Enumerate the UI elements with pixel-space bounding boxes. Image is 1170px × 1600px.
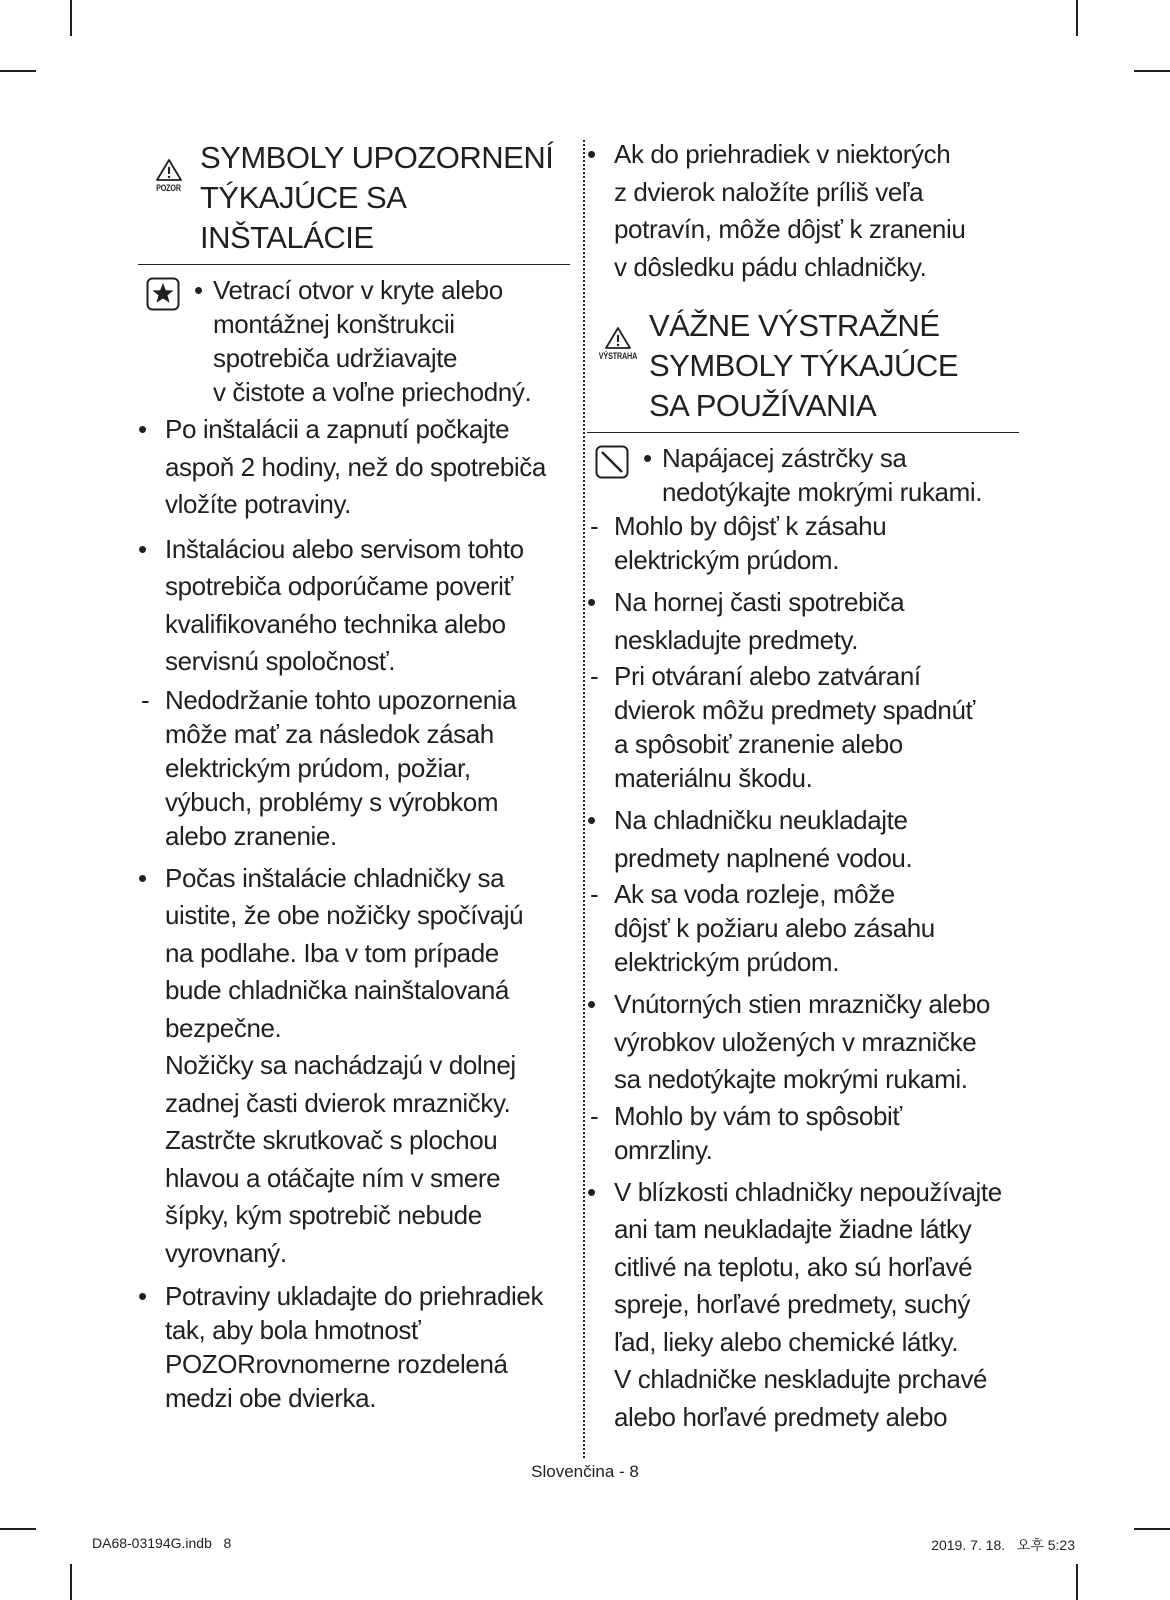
warning-symbol — [587, 306, 649, 361]
left-column — [138, 128, 570, 1415]
list-item: - Ak sa voda rozleje, môže dôjsť k požiaru alebo zásahu elektrickým prúdom. — [587, 877, 1019, 979]
list-item: - Pri otváraní alebo zatváraní dvierok môžu predmety spadnúť a spôsobiť zranenie alebo materiálnu škodu. — [587, 659, 1019, 795]
crop-mark — [1134, 1528, 1170, 1530]
icon-bullet-text: • Napájacej zástrčky sa nedotýkajte mokrými rukami. — [643, 441, 982, 509]
caution-heading — [138, 128, 570, 265]
icon-bullet-text: • Vetrací otvor v kryte alebo montážnej konštrukcii spotrebiča udržiavajte v čistote a voľne priechodný. — [194, 273, 531, 409]
print-file-mark: DA68-03194G.indb 8 — [92, 1535, 232, 1551]
prohibited-box-icon — [595, 445, 629, 479]
warning-heading — [587, 306, 1019, 433]
list-item: • Inštaláciou alebo servisom tohto spotrebiča odporúčame poveriť kvalifikovaného technika alebo servisnú spoločnosť. — [138, 531, 570, 681]
crop-mark — [1076, 0, 1078, 36]
crop-mark — [1076, 1564, 1078, 1600]
crop-mark — [1134, 70, 1170, 72]
warning-triangle-icon — [155, 158, 183, 182]
list-item: • Na chladničku neukladajte predmety naplnené vodou. — [587, 802, 1019, 877]
crop-mark — [0, 70, 36, 72]
icon-bullet-item — [138, 273, 570, 409]
list-item: • Vnútorných stien mrazničky alebo výrobkov uložených v mrazničke sa nedotýkajte mokrými rukami. — [587, 986, 1019, 1099]
list-item: • V blízkosti chladničky nepoužívajte ani tam neukladajte žiadne látky citlivé na teplotu, ako sú horľavé spreje, horľavé predmety, suchý ľad, lieky alebo chemické látky. V chladničke neskladujte prchavé alebo horľavé predmety alebo — [587, 1174, 1019, 1437]
icon-bullet-item — [587, 441, 1019, 509]
star-in-box-icon — [146, 277, 180, 311]
list-item: • Ak do priehradiek v niektorých z dvierok naložíte príliš veľa potravín, môže dôjsť k zraneniu v dôsledku pádu chladničky. — [587, 136, 1019, 286]
page-footer: Slovenčina - 8 — [531, 1462, 639, 1481]
list-item: - Nedodržanie tohto upozornenia môže mať za následok zásah elektrickým prúdom, požiar, výbuch, problémy s výrobkom alebo zranenie. — [138, 683, 570, 853]
column-divider — [583, 140, 585, 1458]
list-item: - Mohlo by dôjsť k zásahu elektrickým prúdom. — [587, 509, 1019, 577]
crop-mark — [70, 0, 72, 36]
heading-title: VÁŽNE VÝSTRAŽNÉ SYMBOLY TÝKAJÚCE SA POUŽÍVANIA — [649, 308, 958, 423]
crop-mark — [0, 1528, 36, 1530]
list-item: • Po inštalácii a zapnutí počkajte aspoň 2 hodiny, než do spotrebiča vložíte potraviny. — [138, 411, 570, 524]
heading-title: SYMBOLY UPOZORNENÍ TÝKAJÚCE SA INŠTALÁCIE — [200, 140, 554, 255]
warning-triangle-icon — [604, 326, 632, 350]
caution-symbol — [138, 138, 200, 193]
list-item: • Počas inštalácie chladničky sa uistite, že obe nožičky spočívajú na podlahe. Iba v tom prípade bude chladnička nainštalovaná bezpečne. Nožičky sa nachádzajú v dolnej zadnej časti dvierok mrazničky. Zastrčte skrutkovač s plochou hlavou a otáčajte ním v smere šípky, kým spotrebič nebude vyrovnaný. — [138, 860, 570, 1273]
list-item: • Na hornej časti spotrebiča neskladujte predmety. — [587, 584, 1019, 659]
right-column — [587, 128, 1019, 1436]
print-date-mark: 2019. 7. 18. 오후 5:23 — [931, 1537, 1075, 1553]
list-item: - Mohlo by vám to spôsobiť omrzliny. — [587, 1099, 1019, 1167]
warning-label: VÝSTRAHA — [598, 351, 638, 361]
crop-mark — [70, 1564, 72, 1600]
caution-label: POZOR — [156, 183, 182, 193]
list-item: • Potraviny ukladajte do priehradiek tak, aby bola hmotnosť POZORrovnomerne rozdelená medzi obe dvierka. — [138, 1279, 570, 1415]
